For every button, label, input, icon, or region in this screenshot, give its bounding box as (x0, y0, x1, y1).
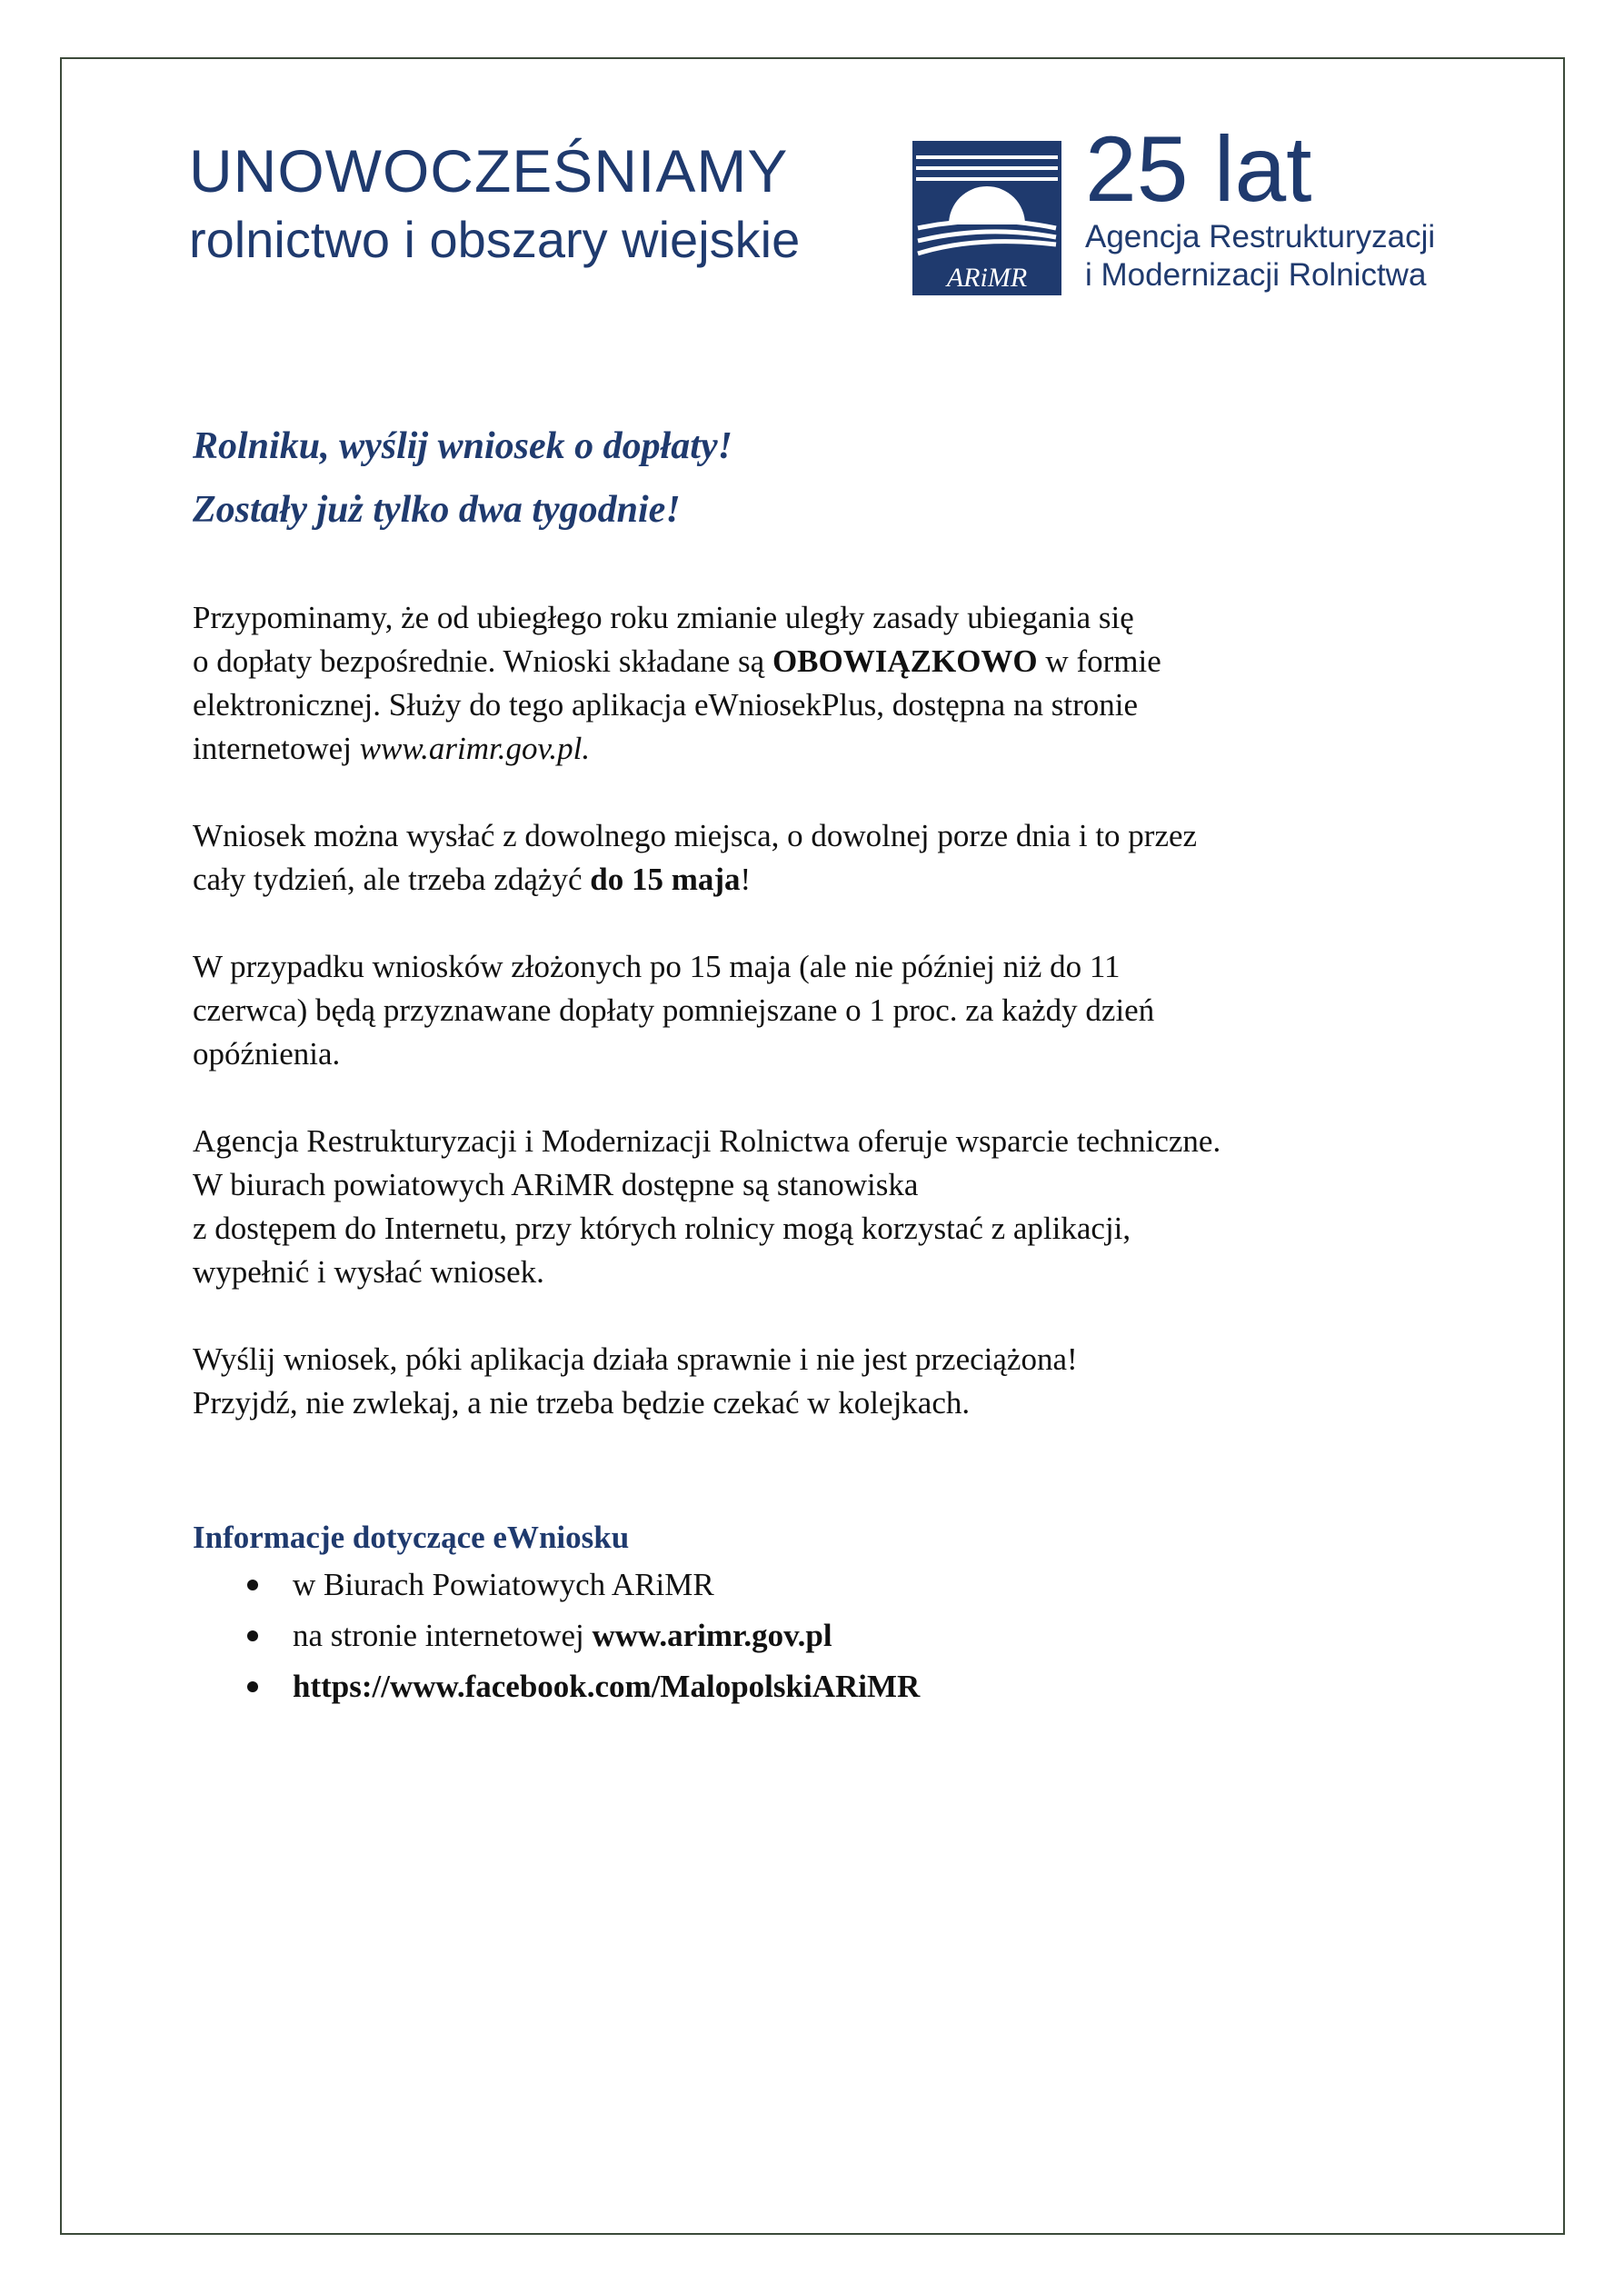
headline (193, 414, 732, 542)
info-section-title: Informacje dotyczące eWniosku (193, 1520, 630, 1555)
paragraph-5 (193, 1338, 1501, 1425)
p4-line2: W biurach powiatowych ARiMR dostępne są stanowiska (193, 1167, 919, 1202)
info-website-link[interactable]: www.arimr.gov.pl (592, 1618, 832, 1653)
paragraph-1 (193, 596, 1501, 771)
slogan-title: UNOWOCZEŚNIAMY (189, 137, 789, 204)
p1-line2 (193, 640, 1501, 683)
p1-line1: Przypominamy, że od ubiegłego roku zmianie uległy zasady ubiegania się (193, 600, 1134, 635)
slogan-subtitle: rolnictwo i obszary wiejskie (189, 211, 801, 268)
agency-name-line1: Agencja Restrukturyzacji (1085, 219, 1436, 254)
paragraph-2 (193, 814, 1501, 902)
body-content (193, 596, 1501, 1712)
bullet-icon (247, 1630, 258, 1641)
p3-line2: czerwca) będą przyznawane dopłaty pomniejszane o 1 proc. za każdy dzień (193, 992, 1155, 1028)
p2-line1: Wniosek można wysłać z dowolnego miejsca, o dowolnej porze dnia i to przez (193, 818, 1198, 853)
p3-line3: opóźnienia. (193, 1036, 341, 1072)
p4-line1: Agencja Restrukturyzacji i Modernizacji Rolnictwa oferuje wsparcie techniczne. (193, 1123, 1221, 1159)
p5-line2: Przyjdź, nie zwlekaj, a nie trzeba będzie czekać w kolejkach. (193, 1385, 971, 1421)
p1-line4-text: internetowej (193, 731, 360, 766)
headline-line2: Zostały już tylko dwa tygodnie! (193, 489, 681, 531)
bullet-icon (247, 1681, 258, 1692)
logo-abbrev: ARiMR (946, 263, 1028, 293)
arimr-website-link[interactable]: www.arimr.gov.pl. (359, 731, 591, 766)
p5-line1: Wyślij wniosek, póki aplikacja działa sprawnie i nie jest przeciążona! (193, 1341, 1078, 1377)
agency-name-line2: i Modernizacji Rolnictwa (1085, 257, 1427, 293)
list-item (193, 1661, 1501, 1712)
anniversary-label: 25 lat (1085, 117, 1312, 221)
headline-line1: Rolniku, wyślij wniosek o dopłaty! (193, 425, 732, 467)
mandatory-emphasis: OBOWIĄZKOWO (772, 643, 1038, 679)
info-list (193, 1560, 1501, 1712)
p4-line4: wypełnić i wysłać wniosek. (193, 1254, 544, 1290)
paragraph-3 (193, 945, 1501, 1076)
arimr-logo (912, 141, 1061, 295)
info-item-offices: w Biurach Powiatowych ARiMR (293, 1567, 714, 1602)
p2-line2 (193, 858, 1501, 902)
bullet-icon (247, 1580, 258, 1590)
paragraph-4 (193, 1120, 1501, 1294)
list-item (193, 1560, 1501, 1610)
facebook-link[interactable]: https://www.facebook.com/MalopolskiARiMR (293, 1669, 921, 1704)
list-item (193, 1610, 1501, 1661)
p4-line3: z dostępem do Internetu, przy których rolnicy mogą korzystać z aplikacji, (193, 1211, 1131, 1246)
p2-line2-tail: ! (740, 862, 752, 897)
p1-line2-tail: w formie (1037, 643, 1161, 679)
slogan (189, 136, 800, 274)
p1-line2-text: o dopłaty bezpośrednie. Wnioski składane są (193, 643, 772, 679)
p3-line1: W przypadku wniosków złożonych po 15 maja (ale nie później niż do 11 (193, 949, 1121, 984)
p1-line3: elektronicznej. Służy do tego aplikacja eWniosekPlus, dostępna na stronie (193, 687, 1138, 723)
deadline-emphasis: do 15 maja (590, 862, 741, 897)
p1-line4 (193, 727, 1501, 771)
info-item-website-text: na stronie internetowej (293, 1618, 593, 1653)
agency-logo-text (1085, 117, 1436, 294)
p2-line2-text: cały tydzień, ale trzeba zdążyć (193, 862, 591, 897)
